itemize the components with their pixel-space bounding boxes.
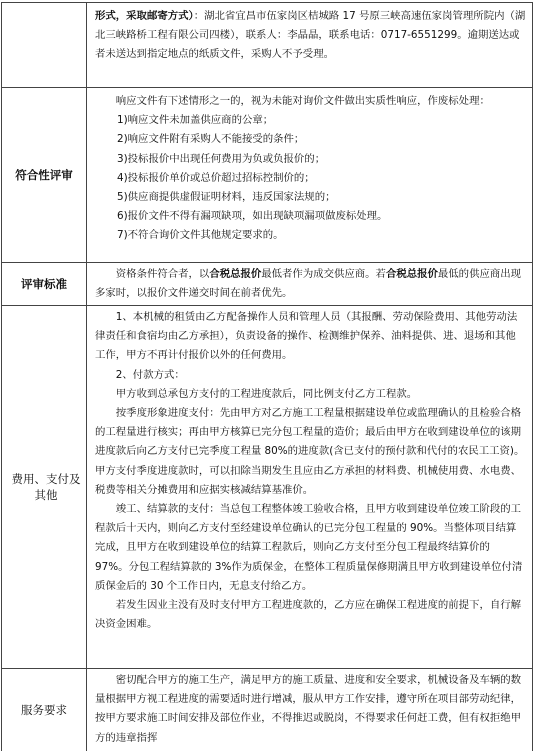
compliance-item: 3)投标报价中出现任何费用为负或负报价的； (117, 152, 326, 165)
payment-paragraph: 按季度形象进度支付：先由甲方对乙方施工工程量根据建设单位或监理确认的且检验合格的工程量进行核实；再由甲方核算已完分包工程量的造价；最后由甲方在收到建设单位的该期进度款后向乙方支付已完季度工程量 80%的进度款(含已支付的预付款和代付的农民工工资)。甲方支付季度进度款时，可以扣除当期发生且应由乙方承担的材料费、机械使用费、水电费、税费等相关分摊费用和应据实核减结算基准价。 (95, 407, 525, 496)
standard-text: 资格条件符合者，以 (115, 268, 210, 280)
compliance-item: 6)报价文件不得有漏项缺项，如出现缺项漏项做废标处理。 (117, 210, 388, 223)
compliance-review-row (1, 87, 533, 263)
submission-address-cell (87, 3, 532, 87)
submission-method-label: 形式，采取邮寄方式） (95, 10, 194, 22)
payment-paragraph: 甲方收到总承包方支付的工程进度款后，同比例支付乙方工程款。 (115, 387, 418, 400)
empty-label-cell (2, 3, 87, 87)
evaluation-standard-row (1, 262, 533, 306)
service-requirements-text: 密切配合甲方的施工生产，满足甲方的施工质量、进度和安全要求，机械设备及车辆的数量根据甲方视工程进度的需要适时进行增减，服从甲方工作安排，遵守所在项目部劳动纪律，按甲方要求施工时间安排及部位作业，不得推迟或脱岗，不得要求任何赶工费，但有权拒绝甲方的违章指挥 (95, 674, 522, 744)
standard-bold-term: 合税总报价 (209, 268, 262, 280)
compliance-item: 4)投标报价单价或总价超过招标控制价的； (117, 171, 315, 184)
evaluation-standard-cell (87, 263, 532, 305)
compliance-review-cell (87, 88, 532, 262)
payment-paragraph: 1、本机械的租赁由乙方配备操作人员和管理人员（其报酬、劳动保险费用、其他劳动法律责任和食宿均由乙方承担），负责设备的操作、检测维护保养、油料提供、进、退场和其他工作，甲方不再计付报价以外的任何费用。 (95, 311, 518, 362)
payment-paragraph: 若发生因业主没有及时支付甲方工程进度款的，乙方应在确保工程进度的前提下，自行解决资金困难。 (95, 599, 522, 631)
payment-paragraph: 竣工、结算款的支付：当总包工程整体竣工验收合格，且甲方收到建设单位竣工阶段的工程款后十天内，则向乙方支付至经建设单位确认的已完分包工程量的 90%。当整体项目结算完成，且甲方在收到建设单位的结算工程款后，则向乙方支付至分包工程最终结算价的 97%。分包工程结算款的 3%作为质保金，在整体工程质量保修期满且甲方收到建设单位付清质保金后的 30 个工作日内，无息支付给乙方。 (95, 503, 523, 592)
submission-address-row (1, 2, 533, 88)
compliance-item: 7)不符合询价文件其他规定要求的。 (117, 229, 284, 242)
service-requirements-cell (87, 669, 532, 751)
submission-address-text: ：湖北省宜昌市伍家岗区桔城路 17 号原三峡高速伍家岗管理所院内（湖北三峡路桥工程有限公司四楼），联系人：李晶晶，联系电话：0717-6551299。逾期送达或者未送达到指定地点的纸质文件，采购人不予受理。 (95, 10, 526, 61)
standard-text: 最低者作为成交供应商。若 (261, 268, 386, 280)
compliance-item: 2)响应文件附有采购人不能接受的条件； (117, 133, 305, 146)
compliance-review-label: 符合性评审 (2, 88, 87, 262)
payment-paragraph: 2、付款方式： (115, 368, 185, 381)
service-requirements-label: 服务要求 (2, 669, 87, 751)
payment-terms-cell (87, 306, 532, 668)
payment-terms-row (1, 305, 533, 669)
service-requirements-row (1, 668, 533, 751)
payment-terms-label: 费用、支付及其他 (2, 306, 87, 668)
compliance-item: 1)响应文件未加盖供应商的公章； (117, 114, 274, 127)
standard-bold-term: 合税总报价 (385, 268, 438, 280)
compliance-item: 5)供应商提供虚假证明材料，违反国家法规的； (117, 191, 336, 204)
compliance-intro: 响应文件有下述情形之一的，视为未能对询价文件做出实质性响应，作废标处理： (115, 95, 490, 107)
evaluation-standard-label: 评审标准 (2, 263, 87, 305)
standard-text: 最低的供应商出现多家时，以报价文件递交时间在前者优先。 (95, 268, 522, 300)
